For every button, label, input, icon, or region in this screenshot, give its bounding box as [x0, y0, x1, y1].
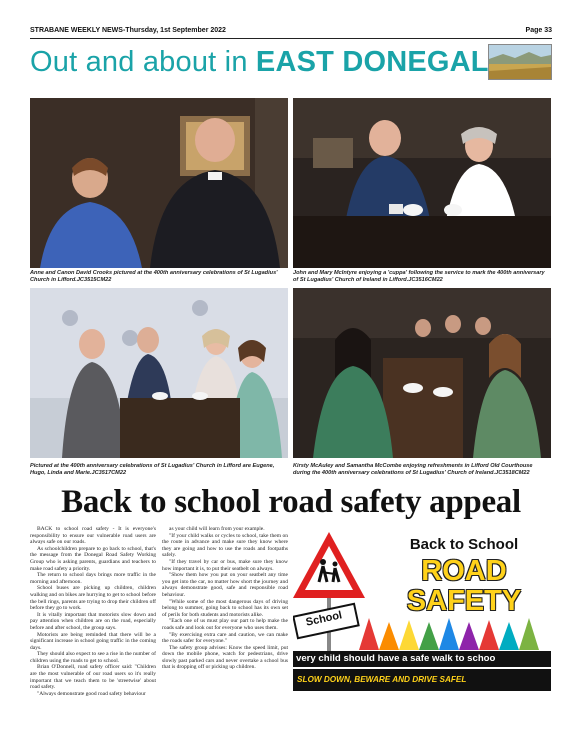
photo-caption: Anne and Canon David Crooks pictured at the 400th anniversary celebrations of St Lugadius' Church in Lifford.JC3515CM22 [30, 270, 278, 283]
article-paragraph: It is vitally important that motorists slow down and pay attention when children are on the road, especially before and after school, the group says. [30, 611, 156, 631]
article-paragraph: They should also expect to see a rise in the number of children using the roads to get to school. [30, 651, 156, 664]
photo-kirsty-and-samantha [293, 288, 551, 458]
article-paragraph: "If they travel by car or bus, make sure they know how important it is, to put their seatbelt on always. [162, 558, 288, 572]
page-number: Page 33 [525, 26, 552, 34]
article-paragraph: "Show them how you put on your seatbelt any time you get into the car, no matter how short the journey and always demonstrate good, safe and responsible road behaviour. [162, 572, 288, 598]
article-paragraph: "Each one of us must play our part to help make the roads safe and look out for everyone who uses them. [162, 618, 288, 631]
poster-line-2: ROAD [421, 555, 507, 587]
article-paragraph: The safety group advises: Know the speed limit, put down the mobile phone, watch for pedestrians, drive slowly past parked cars and never overtake a school bus that is dropping off or picking up children. [162, 644, 288, 671]
publication-date: -Thursday, 1st September 2022 [122, 26, 226, 34]
school-sign-label: School [304, 609, 344, 629]
photo-caption: John and Mary McIntyre enjoying a 'cuppa' following the service to mark the 400th anniversary of St Lugadius' Church of Ireland in Lifford.JC3516CM22 [293, 270, 545, 283]
section-title [30, 46, 489, 79]
article-paragraph: Brian O'Donnell, road safety officer said: "Children are the most vulnerable of our road users so it's really important that we teach them to be 'streetwise' about road safety. [30, 664, 156, 691]
article-paragraph: Motorists are being reminded that there will be a significant increase in school going traffic in the coming days. [30, 631, 156, 651]
publication-line [30, 27, 226, 34]
photo-caption: Pictured at the 400th anniversary celebrations of St Lugadius' Church in Lifford are Eugene, Hugo, Linda and Marie.JC3517CM22 [30, 463, 275, 476]
article-column-1 [30, 526, 156, 697]
section-title-prefix: Out and about in [30, 45, 248, 78]
article-paragraph: "Always demonstrate good road safety behaviour [37, 690, 146, 697]
section-heading [30, 44, 552, 80]
photo-eugene-hugo-linda-marie [30, 288, 288, 458]
poster-line-3: SAFETY [406, 585, 522, 617]
article-column-2 [162, 526, 288, 671]
poster-band-1: very child should have a safe walk to schoo [293, 651, 551, 667]
poster-line-1: Back to School [409, 536, 519, 553]
photo-john-and-mary-mcintyre [293, 98, 551, 268]
article-paragraph: As schoolchildren prepare to go back to school, that's the message from the Donegal Road Safety Working Group who is asking parents, guardians and teachers to make road safety a priority. [30, 545, 156, 572]
landscape-thumbnail [488, 44, 552, 80]
article-headline: Back to school road safety appeal [61, 484, 521, 520]
publication-name: STRABANE WEEKLY NEWS [30, 26, 123, 34]
article-paragraph: as your child will learn from your example. [169, 526, 265, 532]
article-paragraph: "By exercising extra care and caution, we can make the roads safer for everyone." [162, 631, 288, 645]
photo-caption: Kirsty McAuley and Samantha McCombe enjoying refreshments in Lifford Old Courthouse during the 400th anniversary celebrations of St Lugadius' Church of Ireland.JC3518CM22 [293, 463, 533, 476]
article-paragraph: The return to school days brings more traffic in the morning and afternoon. [30, 572, 156, 585]
road-safety-poster [293, 526, 551, 694]
section-title-main: EAST DONEGAL [255, 45, 489, 78]
article-paragraph: BACK to school road safety - It is everyone's responsibility to ensure our vulnerable road users are always safe on our roads. [30, 526, 156, 546]
photo-anne-and-canon-crooks [30, 98, 288, 268]
article-paragraph: "If your child walks or cycles to school, take them on the route in advance and make sure they know where they are going and how to use the roads and footpaths safely. [162, 532, 288, 559]
article-paragraph: School buses are picking up children, children walking and on bikes are hurrying to get to school before the bell rings, parents are trying to drop their children off before they go to work. [30, 585, 156, 612]
page-header [30, 24, 552, 39]
poster-band-2: SLOW DOWN, BEWARE AND DRIVE SAFEL [293, 669, 551, 691]
article-paragraph: "While some of the most dangerous days of driving belong to summer, going back to school has its own set of perils for both students and motorists alike. [162, 598, 288, 618]
